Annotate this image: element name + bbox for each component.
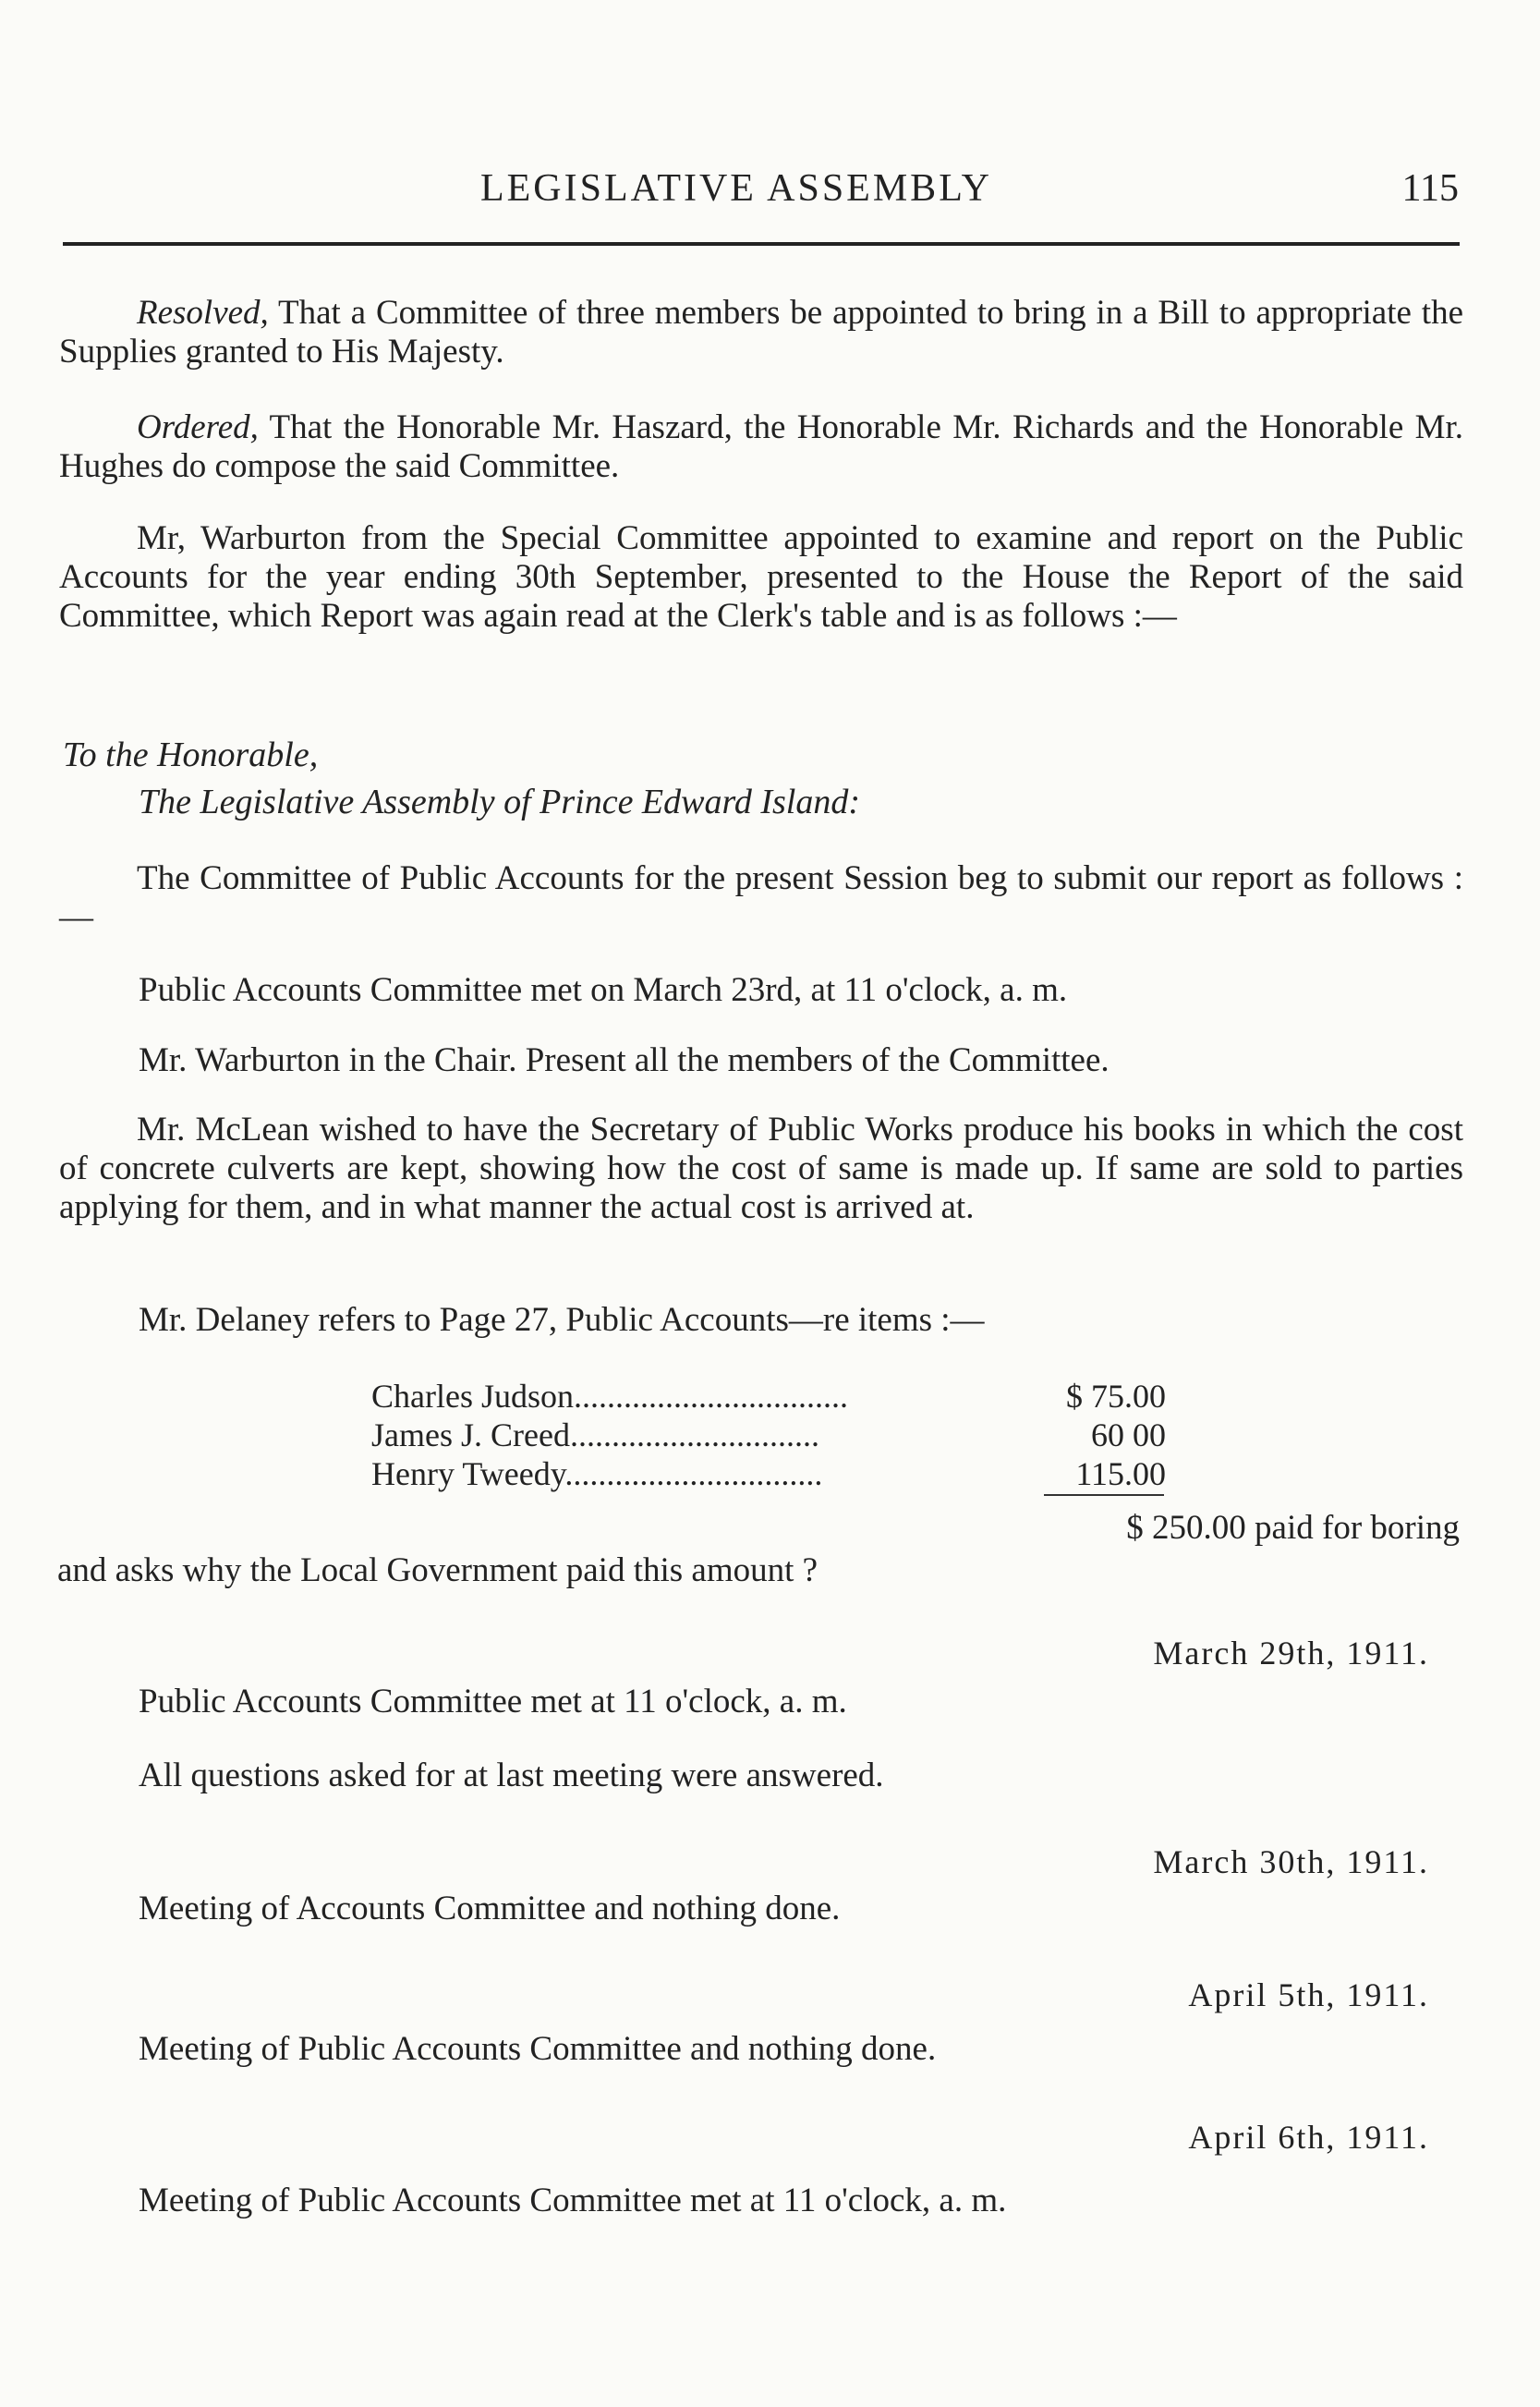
resolved-lead: Resolved, <box>137 294 269 332</box>
entry-line: Meeting of Public Accounts Committee and nothing done. <box>139 2030 937 2068</box>
chair-line: Mr. Warburton in the Chair. Present all the members of the Committee. <box>139 1041 1110 1079</box>
ordered-lead: Ordered, <box>137 408 259 446</box>
entry-line: Meeting of Accounts Committee and nothing done. <box>139 1890 841 1927</box>
item-amount: $ 75.00 <box>1066 1378 1166 1415</box>
header-rule <box>63 242 1460 246</box>
warburton-paragraph: Mr, Warburton from the Special Committee appointed to examine and report on the Public Accounts for the year ending 30th September, presented to the House the Report of the said Committee, which Report was again read at the Clerk's table and is as follows :— <box>59 519 1463 635</box>
meeting-march-23: Public Accounts Committee met on March 23rd, at 11 o'clock, a. m. <box>139 971 1068 1009</box>
item-amount: 60 00 <box>1091 1416 1166 1453</box>
mclean-paragraph: Mr. McLean wished to have the Secretary of Public Works produce his books in which the cost of concrete culverts are kept, showing how the cost of same is made up. If same are sold to parties applying for them, and in what manner the actual cost is arrived at. <box>59 1111 1463 1226</box>
address-line-2: The Legislative Assembly of Prince Edward Island: <box>139 783 861 821</box>
asks-line: and asks why the Local Government paid this amount ? <box>57 1551 819 1589</box>
entry-date: April 5th, 1911. <box>1188 1976 1429 2013</box>
resolved-text: That a Committee of three members be appointed to bring in a Bill to appropriate the Supplies granted to His Majesty. <box>59 294 1463 371</box>
sum-rule <box>1044 1494 1164 1496</box>
entry-date: March 29th, 1911. <box>1153 1635 1429 1672</box>
ordered-text: That the Honorable Mr. Haszard, the Honorable Mr. Richards and the Honorable Mr. Hughes do compose the said Committee. <box>59 408 1463 485</box>
page-number: 115 <box>1401 167 1459 210</box>
report-intro: The Committee of Public Accounts for the present Session beg to submit our report as follows :— <box>59 859 1463 936</box>
entry-line: All questions asked for at last meeting were answered. <box>139 1757 884 1794</box>
item-row <box>371 1377 1166 1416</box>
page-header <box>0 166 1540 213</box>
address-line-1: To the Honorable, <box>63 735 319 774</box>
entry-line: Public Accounts Committee met at 11 o'clock, a. m. <box>139 1683 847 1720</box>
items-list <box>371 1377 1166 1493</box>
item-name: James J. Creed.............................. <box>371 1416 819 1453</box>
delaney-line: Mr. Delaney refers to Page 27, Public Accounts—re items :— <box>139 1301 985 1339</box>
item-row <box>371 1454 1166 1493</box>
item-row <box>371 1416 1166 1454</box>
total-line: $ 250.00 paid for boring <box>1126 1509 1460 1547</box>
resolved-paragraph <box>59 294 1463 371</box>
item-name: Charles Judson................................. <box>371 1378 848 1415</box>
item-amount: 115.00 <box>1075 1455 1166 1492</box>
item-name: Henry Tweedy............................... <box>371 1455 823 1492</box>
entry-date: March 30th, 1911. <box>1153 1843 1429 1880</box>
entry-date: April 6th, 1911. <box>1188 2119 1429 2156</box>
entry-line: Meeting of Public Accounts Committee met at 11 o'clock, a. m. <box>139 2182 1007 2219</box>
page-title: LEGISLATIVE ASSEMBLY <box>480 167 992 210</box>
ordered-paragraph <box>59 408 1463 486</box>
